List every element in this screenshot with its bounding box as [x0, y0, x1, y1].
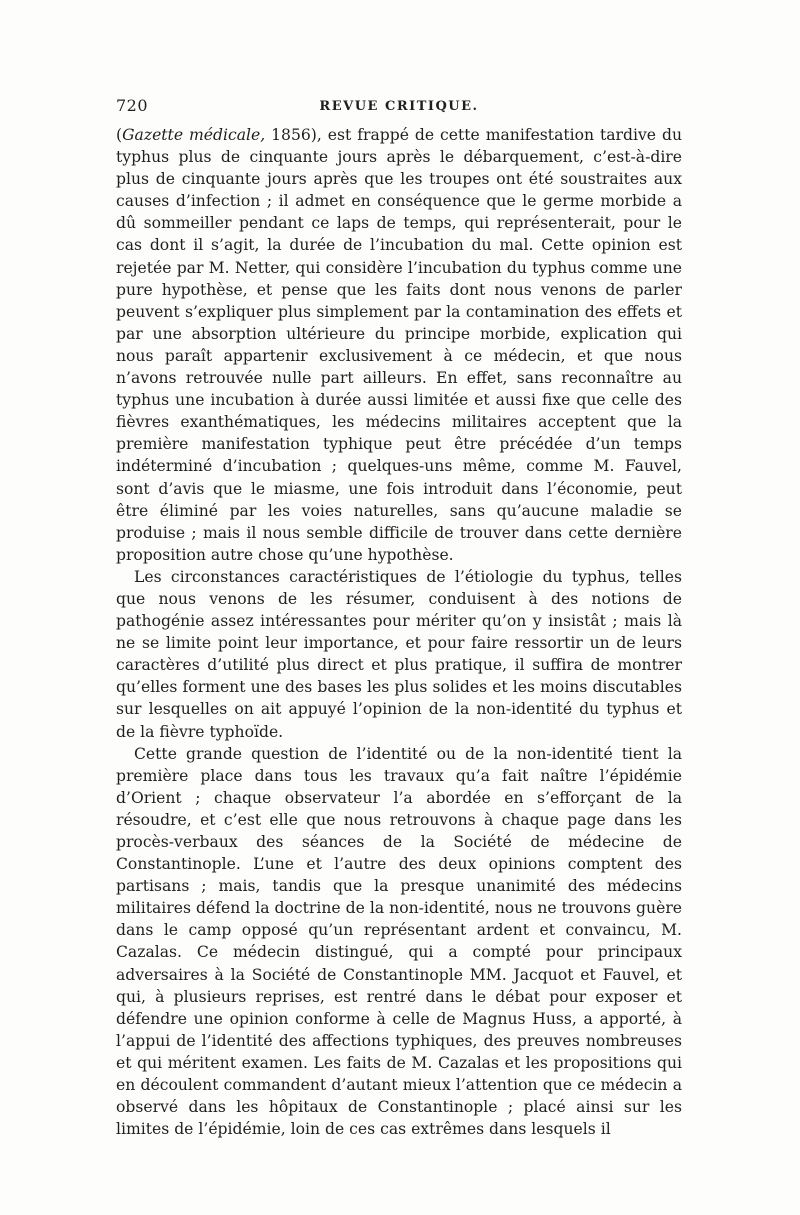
- body-text: [116, 124, 682, 1140]
- paragraph-1: [116, 124, 682, 566]
- page-header: [116, 96, 682, 120]
- page-number: 720: [116, 96, 149, 115]
- paragraph-1-open: (: [116, 126, 123, 144]
- paragraph-2: Les circonstances caractéristiques de l’étiologie du typhus, telles que nous venons de les résumer, conduisent à des notions de pathogénie assez intéressantes pour mériter qu’on y insistât ; mais là ne se limite point leur importance, et pour faire ressortir un de leurs caractères d’utilité plus direct et plus pratique, il suffira de montrer qu’elles forment une des bases les plus solides et les moins discutables sur lesquelles on ait appuyé l’opinion de la non-identité du typhus et de la fièvre typhoïde.: [116, 567, 682, 741]
- citation-gazette-medicale: Gazette médicale,: [122, 126, 266, 144]
- paragraph-3: Cette grande question de l’identité ou de la non-identité tient la première place dans tous les travaux qu’a fait naître l’épidémie d’Orient ; chaque observateur l’a abordée en s’efforçant de la résoudre, et c’est elle que nous retrouvons à chaque page dans les procès-verbaux des séances de la Société de médecine de Constantinople. L’une et l’autre des deux opinions comptent des partisans ; mais, tandis que la presque unanimité des médecins militaires défend la doctrine de la non-identité, nous ne trouvons guère dans le camp opposé qu’un représentant ardent et convaincu, M. Cazalas. Ce médecin distingué, qui a compté pour principaux adversaires à la Société de Constantinople MM. Jacquot et Fauvel, et qui, à plusieurs reprises, est rentré dans le débat pour exposer et défendre une opinion conforme à celle de Magnus Huss, a apporté, à l’appui de l’identité des affections typhiques, des preuves nombreuses et qui méritent examen. Les faits de M. Cazalas et les propositions qui en découlent commandent d’autant mieux l’attention que ce médecin a observé dans les hôpitaux de Constantinople ; placé ainsi sur les limites de l’épidémie, loin de ces cas extrêmes dans lesquels il: [116, 744, 682, 1139]
- running-title: REVUE CRITIQUE.: [319, 99, 479, 114]
- paragraph-1-text: 1856), est frappé de cette manifestation tardive du typhus plus de cinquante jours après le débarquement, c’est-à-dire plus de cinquante jours après que les troupes ont été soustraites aux causes d’infection ; il admet en conséquence que le germe morbide a dû sommeiller pendant ce laps de temps, qui représenterait, pour le cas dont il s’agit, la durée de l’incubation du mal. Cette opinion est rejetée par M. Netter, qui considère l’incubation du typhus comme une pure hypothèse, et pense que les faits dont nous venons de parler peuvent s’expliquer plus simplement par la contamination des effets et par une absorption ultérieure du principe morbide, explication qui nous paraît appartenir exclusivement à ce médecin, et que nous n’avons retrouvée nulle part ailleurs. En effet, sans reconnaître au typhus une incubation à durée aussi limitée et aussi fixe que celle des fièvres exanthématiques, les médecins militaires acceptent que la première manifestation typhique peut être précédée d’un temps indéterminé d’incubation ; quelques-uns même, comme M. Fauvel, sont d’avis que le miasme, une fois introduit dans l’économie, peut être éliminé par les voies naturelles, sans qu’aucune maladie se produise ; mais il nous semble difficile de trouver dans cette dernière proposition autre chose qu’une hypothèse.: [116, 126, 682, 564]
